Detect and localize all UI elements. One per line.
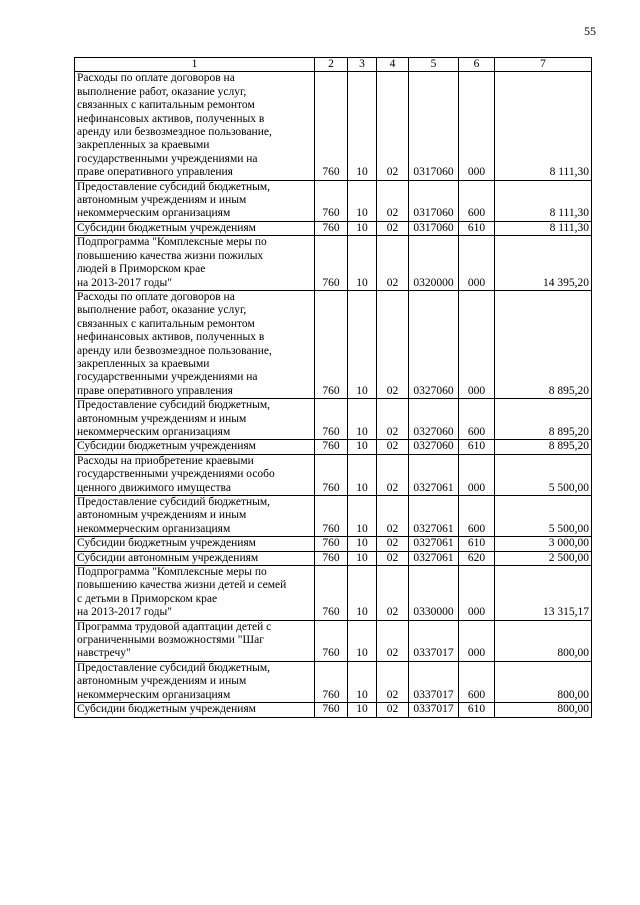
expense-type-code: 600 — [459, 180, 495, 221]
column-header: 4 — [377, 58, 409, 72]
subsection-code: 02 — [377, 566, 409, 621]
table-row — [75, 290, 592, 398]
subsection-code: 02 — [377, 496, 409, 537]
expense-type-code: 600 — [459, 661, 495, 702]
subsection-code: 02 — [377, 221, 409, 235]
target-article-code: 0327060 — [409, 440, 459, 454]
section-code: 10 — [348, 537, 377, 551]
section-code: 10 — [348, 496, 377, 537]
subsection-code: 02 — [377, 620, 409, 661]
ministry-code: 760 — [315, 440, 348, 454]
section-code: 10 — [348, 290, 377, 398]
target-article-code: 0327061 — [409, 496, 459, 537]
expense-item-name: Подпрограмма "Комплексные меры по повышению качества жизни пожилых людей в Приморском крае на 2013-2017 годы" — [75, 236, 315, 291]
section-code: 10 — [348, 703, 377, 717]
table-row — [75, 566, 592, 621]
table-row — [75, 661, 592, 702]
expense-item-name: Подпрограмма "Комплексные меры по повышению качества жизни детей и семей с детьми в Приморском крае на 2013-2017 годы" — [75, 566, 315, 621]
table-row — [75, 454, 592, 495]
subsection-code: 02 — [377, 454, 409, 495]
column-header: 5 — [409, 58, 459, 72]
table-row — [75, 703, 592, 717]
section-code: 10 — [348, 551, 377, 565]
section-code: 10 — [348, 566, 377, 621]
expense-type-code: 610 — [459, 537, 495, 551]
target-article-code: 0327060 — [409, 399, 459, 440]
amount-value: 800,00 — [495, 703, 592, 717]
ministry-code: 760 — [315, 496, 348, 537]
expense-item-name: Субсидии бюджетным учреждениям — [75, 537, 315, 551]
target-article-code: 0317060 — [409, 221, 459, 235]
page-number: 55 — [584, 24, 596, 38]
ministry-code: 760 — [315, 703, 348, 717]
table-row — [75, 496, 592, 537]
column-header: 2 — [315, 58, 348, 72]
table-header-row — [75, 58, 592, 72]
amount-value: 800,00 — [495, 620, 592, 661]
target-article-code: 0327061 — [409, 454, 459, 495]
target-article-code: 0337017 — [409, 661, 459, 702]
target-article-code: 0337017 — [409, 703, 459, 717]
table-row — [75, 440, 592, 454]
ministry-code: 760 — [315, 551, 348, 565]
amount-value: 8 111,30 — [495, 180, 592, 221]
section-code: 10 — [348, 221, 377, 235]
expense-item-name: Расходы по оплате договоров на выполнение работ, оказание услуг, связанных с капитальным ремонтом нефинансовых активов, полученных в аренду или безвозмездное пользование, закрепленных за краевыми государственными учреждениями на праве оперативного управления — [75, 290, 315, 398]
target-article-code: 0317060 — [409, 72, 459, 180]
target-article-code: 0320000 — [409, 236, 459, 291]
amount-value: 5 500,00 — [495, 454, 592, 495]
amount-value: 14 395,20 — [495, 236, 592, 291]
subsection-code: 02 — [377, 537, 409, 551]
amount-value: 800,00 — [495, 661, 592, 702]
amount-value: 8 111,30 — [495, 221, 592, 235]
target-article-code: 0327061 — [409, 537, 459, 551]
expense-item-name: Субсидии автономным учреждениям — [75, 551, 315, 565]
target-article-code: 0327060 — [409, 290, 459, 398]
ministry-code: 760 — [315, 236, 348, 291]
subsection-code: 02 — [377, 236, 409, 291]
column-header: 1 — [75, 58, 315, 72]
table-row — [75, 551, 592, 565]
amount-value: 8 111,30 — [495, 72, 592, 180]
ministry-code: 760 — [315, 72, 348, 180]
table-row — [75, 221, 592, 235]
expense-item-name: Программа трудовой адаптации детей с ограниченными возможностями "Шаг навстречу" — [75, 620, 315, 661]
expense-item-name: Предоставление субсидий бюджетным, автономным учреждениям и иным некоммерческим организациям — [75, 496, 315, 537]
subsection-code: 02 — [377, 661, 409, 702]
ministry-code: 760 — [315, 290, 348, 398]
expense-type-code: 610 — [459, 703, 495, 717]
amount-value: 8 895,20 — [495, 399, 592, 440]
section-code: 10 — [348, 72, 377, 180]
expense-type-code: 000 — [459, 454, 495, 495]
section-code: 10 — [348, 661, 377, 702]
subsection-code: 02 — [377, 399, 409, 440]
target-article-code: 0330000 — [409, 566, 459, 621]
expense-item-name: Предоставление субсидий бюджетным, автономным учреждениям и иным некоммерческим организациям — [75, 661, 315, 702]
expense-type-code: 000 — [459, 620, 495, 661]
expense-type-code: 000 — [459, 72, 495, 180]
ministry-code: 760 — [315, 180, 348, 221]
target-article-code: 0327061 — [409, 551, 459, 565]
ministry-code: 760 — [315, 399, 348, 440]
subsection-code: 02 — [377, 703, 409, 717]
column-header: 3 — [348, 58, 377, 72]
amount-value: 13 315,17 — [495, 566, 592, 621]
amount-value: 2 500,00 — [495, 551, 592, 565]
expense-item-name: Предоставление субсидий бюджетным, автономным учреждениям и иным некоммерческим организациям — [75, 399, 315, 440]
expense-type-code: 620 — [459, 551, 495, 565]
subsection-code: 02 — [377, 551, 409, 565]
subsection-code: 02 — [377, 72, 409, 180]
table-row — [75, 537, 592, 551]
amount-value: 5 500,00 — [495, 496, 592, 537]
target-article-code: 0317060 — [409, 180, 459, 221]
expense-item-name: Предоставление субсидий бюджетным, автономным учреждениям и иным некоммерческим организациям — [75, 180, 315, 221]
expense-type-code: 000 — [459, 290, 495, 398]
expense-item-name: Расходы на приобретение краевыми государственными учреждениями особо ценного движимого имущества — [75, 454, 315, 495]
amount-value: 8 895,20 — [495, 290, 592, 398]
ministry-code: 760 — [315, 566, 348, 621]
table-row — [75, 620, 592, 661]
section-code: 10 — [348, 440, 377, 454]
budget-table — [74, 57, 592, 718]
ministry-code: 760 — [315, 537, 348, 551]
expense-type-code: 610 — [459, 440, 495, 454]
ministry-code: 760 — [315, 661, 348, 702]
subsection-code: 02 — [377, 180, 409, 221]
section-code: 10 — [348, 236, 377, 291]
expense-item-name: Субсидии бюджетным учреждениям — [75, 221, 315, 235]
table-row — [75, 399, 592, 440]
section-code: 10 — [348, 180, 377, 221]
expense-item-name: Субсидии бюджетным учреждениям — [75, 703, 315, 717]
column-header: 6 — [459, 58, 495, 72]
section-code: 10 — [348, 399, 377, 440]
amount-value: 3 000,00 — [495, 537, 592, 551]
subsection-code: 02 — [377, 290, 409, 398]
table-row — [75, 236, 592, 291]
expense-item-name: Расходы по оплате договоров на выполнение работ, оказание услуг, связанных с капитальным ремонтом нефинансовых активов, полученных в аренду или безвозмездное пользование, закрепленных за краевыми государственными учреждениями на праве оперативного управления — [75, 72, 315, 180]
ministry-code: 760 — [315, 221, 348, 235]
section-code: 10 — [348, 454, 377, 495]
ministry-code: 760 — [315, 620, 348, 661]
expense-type-code: 600 — [459, 399, 495, 440]
target-article-code: 0337017 — [409, 620, 459, 661]
expense-item-name: Субсидии бюджетным учреждениям — [75, 440, 315, 454]
ministry-code: 760 — [315, 454, 348, 495]
column-header: 7 — [495, 58, 592, 72]
subsection-code: 02 — [377, 440, 409, 454]
table-row — [75, 72, 592, 180]
expense-type-code: 000 — [459, 236, 495, 291]
expense-type-code: 600 — [459, 496, 495, 537]
table-row — [75, 180, 592, 221]
section-code: 10 — [348, 620, 377, 661]
expense-type-code: 610 — [459, 221, 495, 235]
amount-value: 8 895,20 — [495, 440, 592, 454]
expense-type-code: 000 — [459, 566, 495, 621]
